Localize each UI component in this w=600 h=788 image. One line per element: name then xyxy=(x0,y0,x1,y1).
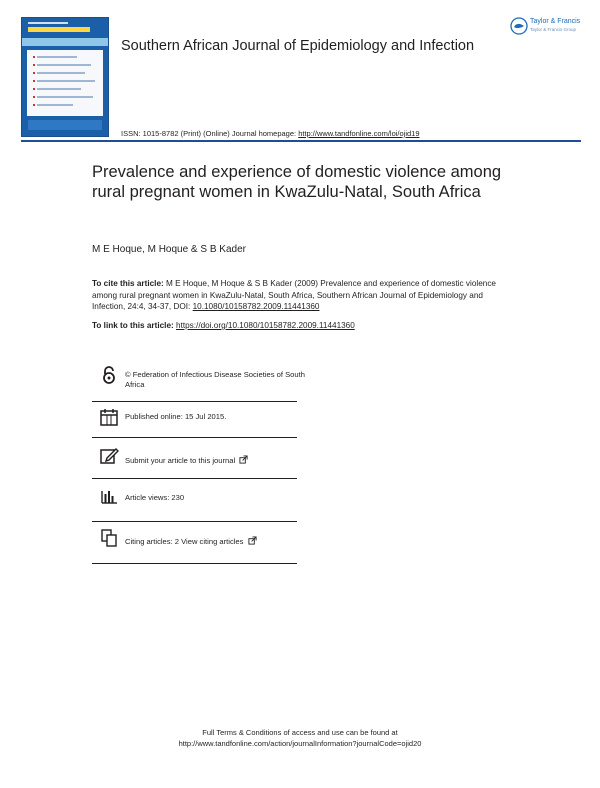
issn-line xyxy=(121,129,420,138)
citation-doi-link[interactable]: 10.1080/10158782.2009.11441360 xyxy=(192,302,320,311)
journal-homepage-link[interactable]: http://www.tandfonline.com/loi/ojid19 xyxy=(298,129,420,138)
external-link-icon xyxy=(248,536,257,545)
publisher-logo xyxy=(510,17,586,39)
issn-text: ISSN: 1015-8782 (Print) (Online) Journal homepage: xyxy=(121,129,299,138)
journal-cover-image xyxy=(21,17,109,137)
open-access-icon xyxy=(99,365,119,385)
external-link-icon xyxy=(239,455,248,464)
citing-icon xyxy=(99,528,119,548)
citation-block xyxy=(92,278,512,313)
journal-title: Southern African Journal of Epidemiology and Infection xyxy=(121,38,475,54)
bar-chart-icon xyxy=(99,486,119,506)
calendar-icon xyxy=(99,407,119,427)
submit-article-text: Submit your article to this journal xyxy=(125,456,236,465)
footer-terms-text: Full Terms & Conditions of access and use can be found at xyxy=(202,728,398,737)
publisher-logo-text: Taylor & Francis xyxy=(530,18,581,25)
info-divider xyxy=(92,401,297,402)
footer-terms-link[interactable]: http://www.tandfonline.com/action/journalInformation?journalCode=ojid20 xyxy=(178,739,422,748)
citing-articles-link[interactable] xyxy=(125,536,257,547)
info-divider xyxy=(92,478,297,479)
copyright-text: © Federation of Infectious Disease Societies of South Africa xyxy=(125,370,305,389)
published-online-text: Published online: 15 Jul 2015. xyxy=(125,412,227,421)
article-title: Prevalence and experience of domestic violence among rural pregnant women in KwaZulu-Natal, South Africa xyxy=(92,163,502,201)
header-divider xyxy=(21,140,581,142)
info-divider xyxy=(92,521,297,522)
article-doi-link[interactable]: https://doi.org/10.1080/10158782.2009.11441360 xyxy=(176,321,355,330)
publisher-logo-subtext: Taylor & Francis Group xyxy=(530,27,577,32)
citing-articles-text: Citing articles: 2 View citing articles xyxy=(125,537,244,546)
article-link-line xyxy=(92,321,355,330)
article-authors: M E Hoque, M Hoque & S B Kader xyxy=(92,244,246,255)
info-divider xyxy=(92,563,297,564)
info-divider xyxy=(92,437,297,438)
submit-article-link[interactable] xyxy=(125,455,248,466)
citation-text: M E Hoque, M Hoque & S B Kader (2009) Prevalence and experience of domestic violence among rural pregnant women in KwaZulu-Natal, South Africa, Southern African Journal of Epidemiology and Infection, 24:4, 34-37, DOI: xyxy=(92,279,496,311)
link-label: To link to this article: xyxy=(92,321,177,330)
edit-icon xyxy=(99,446,119,466)
citation-label: To cite this article: xyxy=(92,279,164,288)
publisher-logo-icon xyxy=(510,17,528,35)
article-views-text: Article views: 230 xyxy=(125,493,185,502)
